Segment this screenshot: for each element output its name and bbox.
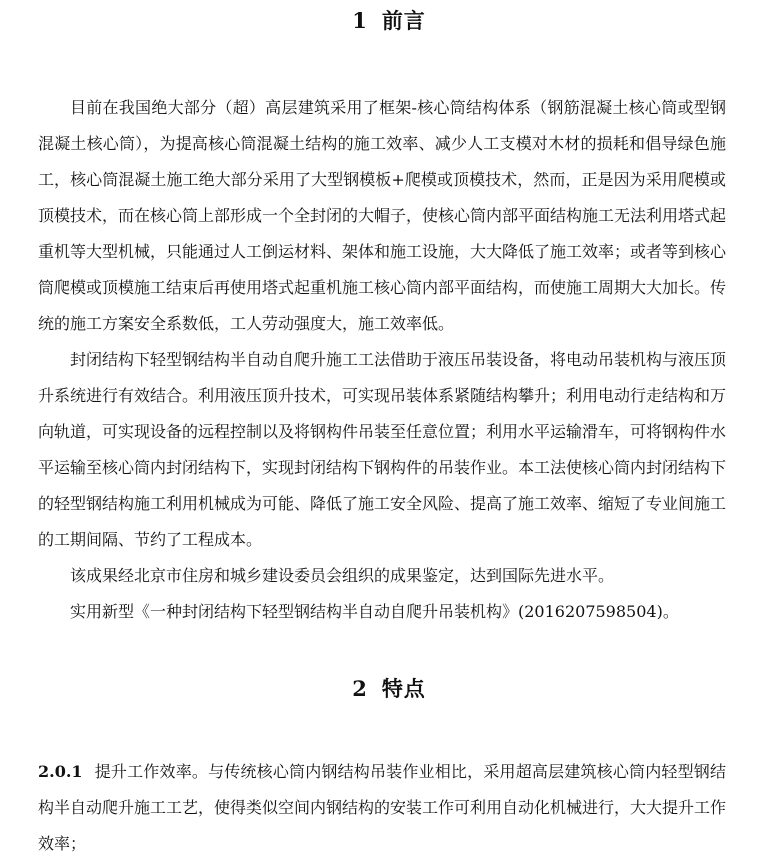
paragraph-intro: 目前在我国绝大部分（超）高层建筑采用了框架-核心筒结构体系（钢筋混凝土核心筒或型钢混凝土核心筒），为提高核心筒混凝土结构的施工效率、减少人工支模对木材的损耗和倡导绿色施工，核心筒混凝土施工绝大部分采用了大型钢模板+爬模或顶模技术，然而，正是因为采用爬模或顶模技术，而在核心筒上部形成一个全封闭的大帽子，使核心筒内部平面结构施工无法利用塔式起重机等大型机械，只能通过人工倒运材料、架体和施工设施，大大降低了施工效率；或者等到核心筒爬模或顶模施工结束后再使用塔式起重机施工核心筒内部平面结构，而使施工周期大大加长。传统的施工方案安全系数低，工人劳动强度大，施工效率低。 (38, 98, 727, 333)
paragraph-method: 封闭结构下轻型钢结构半自动自爬升施工工法借助于液压吊装设备，将电动吊装机构与液压顶升系统进行有效结合。利用液压顶升技术，可实现吊装体系紧随结构攀升；利用电动行走结构和万向轨道，可实现设备的远程控制以及将钢构件吊装至任意位置；利用水平运输滑车，可将钢构件水平运输至核心筒内封闭结构下，实现封闭结构下钢构件的吊装作业。本工法使核心筒内封闭结构下的轻型钢结构施工利用机械成为可能、降低了施工安全风险、提高了施工效率、缩短了专业间施工的工期间隔、节约了工程成本。 (38, 350, 727, 549)
feature-item-number: 2.0.1 (38, 762, 83, 781)
section-title-text: 特点 (381, 676, 426, 701)
section-title-text: 前言 (381, 8, 426, 33)
section-number: 1 (352, 8, 368, 33)
section-heading-features (0, 676, 778, 702)
section-number: 2 (352, 676, 368, 701)
paragraph-appraisal: 该成果经北京市住房和城乡建设委员会组织的成果鉴定，达到国际先进水平。 (70, 566, 615, 585)
feature-item-text: 提升工作效率。与传统核心筒内钢结构吊装作业相比，采用超高层建筑核心筒内轻型钢结构半自动爬升施工工艺，使得类似空间内钢结构的安装工作可利用自动化机械进行，大大提升工作效率； (38, 762, 727, 853)
feature-item (38, 754, 726, 862)
section-heading-preface (0, 8, 778, 34)
paragraph-patent: 实用新型《一种封闭结构下轻型钢结构半自动自爬升吊装机构》(2016207598504)。 (70, 602, 679, 621)
